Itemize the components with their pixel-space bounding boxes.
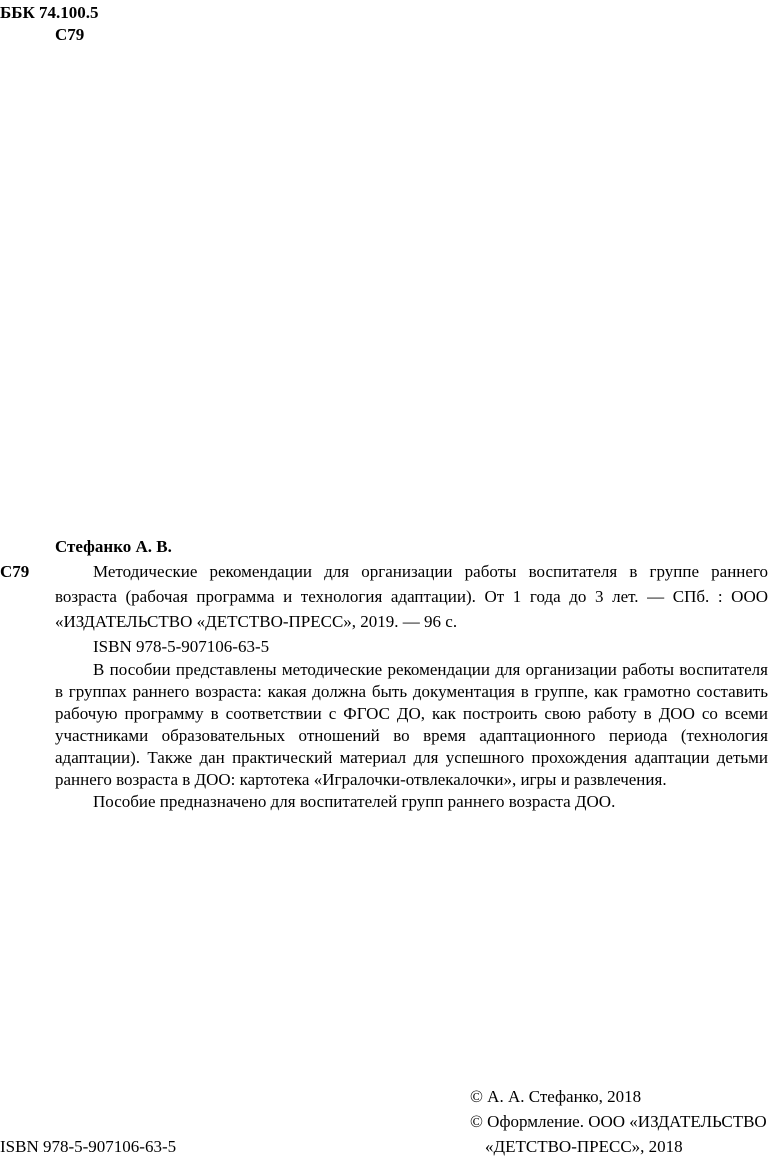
author-heading: Стефанко А. В.	[55, 537, 172, 556]
author-mark: С79	[55, 25, 85, 44]
copyright-author: © А. А. Стефанко, 2018	[470, 1087, 642, 1106]
annotation-text: В пособии представлены методические рекомендации для организации работы воспитателя в группах раннего возраста: какая должна быть документация в группе, как грамотно составить рабочую программу в соответствии с ФГОС ДО, как построить свою работу в ДОО со всеми участниками образовательных отношений во время адаптационного периода (технология адаптации). Также дан практический материал для успешного прохождения адаптации детьми раннего возраста в ДОО: картотека «Игралочки-отвлекалочки», игры и развлечения.	[55, 660, 768, 789]
copyright-design-line2: «ДЕТСТВО-ПРЕСС», 2018	[485, 1137, 683, 1156]
copyright-block	[470, 1084, 767, 1157]
bibliographic-entry	[0, 559, 769, 634]
footer-isbn: ISBN 978-5-907106-63-5	[0, 1137, 177, 1156]
bibliographic-description: Методические рекомендации для организации работы воспитателя в группе раннего возраста (рабочая программа и технология адаптации). От 1 года до 3 лет. — СПб. : ООО «ИЗДАТЕЛЬСТВО «ДЕТСТВО-ПРЕСС», 2019. — 96 с.	[55, 562, 768, 631]
copyright-design-line1: © Оформление. ООО «ИЗДАТЕЛЬСТВО	[470, 1112, 767, 1131]
entry-code: С79	[0, 562, 30, 581]
isbn-line: ISBN 978-5-907106-63-5	[93, 637, 270, 656]
imprint-block	[0, 534, 769, 813]
classification-block	[0, 2, 99, 46]
bbk-code: ББК 74.100.5	[0, 3, 99, 22]
audience-note: Пособие предназначено для воспитателей групп раннего возраста ДОО.	[93, 792, 616, 811]
